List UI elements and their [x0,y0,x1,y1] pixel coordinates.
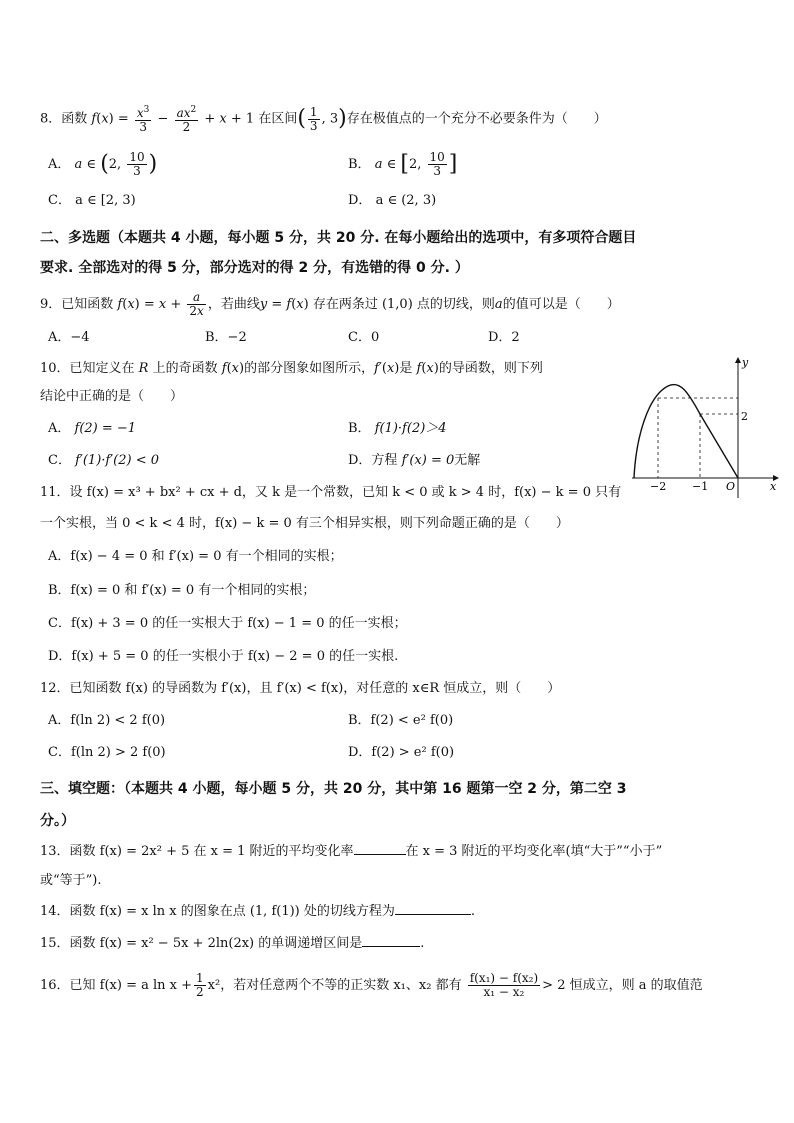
y-tick-label: 2 [741,410,748,423]
q13-stem-line2: 或“等于”). [40,873,102,888]
q10-stem-line1: 10．已知定义在 R 上的奇函数 f(x)的部分图象如图所示，f′(x)是 f(x)的导函数，则下列 [40,361,543,376]
q16-stem: 16．已知 f(x) = a ln x + $\frac{1}{2}$ x²，若对任意两个不等的正实数 x₁、x₂ 都有 $\frac{\text{f(x₁) − f(x₂)}}{\text{x₁ − x₂}}$ > 2 恒成立，则 a 的取值范 [40,971,703,999]
q11-option-b: B．f(x) = 0 和 f′(x) = 0 有一个相同的实根； [48,583,316,598]
q10-option-c: C． f′(1)·f′(2) < 0 [48,453,160,468]
x-tick-label: −2 [650,480,667,493]
q12-stem: 12．已知函数 f(x) 的导函数为 f′(x)，且 f′(x) < f(x)，对任意的 x∈R 恒成立，则（ ） [40,681,561,696]
q8-option-d: D． a ∈ (2, 3) [348,193,437,208]
q11-option-c: C．f(x) + 3 = 0 的任一实根大于 f(x) − 1 = 0 的任一实根； [48,616,407,631]
y-axis-label: y [742,356,749,369]
answer-blank[interactable] [362,934,420,947]
q9-option-c: C．0 [348,330,380,345]
q15-stem: 15．函数 f(x) = x² − 5x + 2ln(2x) 的单调递增区间是 . [40,936,425,951]
q9-option-b: B．−2 [205,330,247,345]
q8-stem: 8．函数 f(x) = $\frac{x^3}{3}$ − $\frac{ax^2}{2}$ + x + 1 在区间( $\frac{1}{3}$ , 3)存在极值点的一个充分不必要条件为（ ） [40,104,607,134]
q12-option-d: D．f(2) > e² f(0) [348,745,455,760]
answer-blank[interactable] [395,902,471,915]
q10-option-a: A． f(2) = −1 [48,421,137,436]
section-2-heading-line1: 二、多选题（本题共 4 小题，每小题 5 分，共 20 分. 在每小题给出的选项中，有多项符合题目 [40,230,637,246]
q11-option-a: A．f(x) − 4 = 0 和 f′(x) = 0 有一个相同的实根； [48,549,343,564]
answer-blank[interactable] [354,842,406,855]
q10-option-d: D．方程 f′(x) = 0无解 [348,453,481,468]
q14-stem: 14．函数 f(x) = x ln x 的图象在点 (1, f(1)) 处的切线方程为 . [40,904,476,919]
q8-option-a: A． a ∈ (2, $\frac{10}{3}$ ) [48,150,158,178]
origin-label: O [726,480,736,493]
q10-stem-line2: 结论中正确的是（ ） [40,389,184,404]
q8-option-b: B． a ∈ [2, $\frac{10}{3}$ ] [348,150,458,178]
section-3-heading-line2: 分。） [40,813,75,829]
q8-option-c: C． a ∈ [2, 3) [48,193,136,208]
q12-option-c: C．f(ln 2) > 2 f(0) [48,745,166,760]
function-curve [634,384,738,478]
q12-option-a: A．f(ln 2) < 2 f(0) [48,713,166,728]
q11-stem-line1: 11．设 f(x) = x³ + bx² + cx + d，又 k 是一个常数，已知 k < 0 或 k > 4 时，f(x) − k = 0 只有 [40,485,622,500]
q13-stem-line1: 13．函数 f(x) = 2x² + 5 在 x = 1 附近的平均变化率 在 x = 3 附近的平均变化率(填“大于”“小于” [40,844,663,859]
q9-stem: 9．已知函数 f(x) = x + $\frac{a}{2x}$ ，若曲线y = f(x) 存在两条过 (1,0) 点的切线，则a的值可以是（ ） [40,290,620,318]
x-tick-label: −1 [692,480,709,493]
q11-stem-line2: 一个实根，当 0 < k < 4 时，f(x) − k = 0 有三个相异实根，则下列命题正确的是（ ） [40,516,569,531]
section-3-heading-line1: 三、填空题：（本题共 4 小题，每小题 5 分，共 20 分，其中第 16 题第一空 2 分，第二空 3 [40,781,627,797]
q11-option-d: D．f(x) + 5 = 0 的任一实根小于 f(x) − 2 = 0 的任一实根. [48,649,399,664]
q9-option-d: D．2 [488,330,520,345]
section-2-heading-line2: 要求. 全部选对的得 5 分，部分选对的得 2 分，有选错的得 0 分. ） [40,260,469,276]
q12-option-b: B．f(2) < e² f(0) [348,713,454,728]
function-graph [628,352,784,500]
q9-option-a: A．−4 [48,330,90,345]
x-axis-label: x [770,480,777,493]
q10-option-b: B． f(1)·f(2)＞4 [348,421,447,436]
